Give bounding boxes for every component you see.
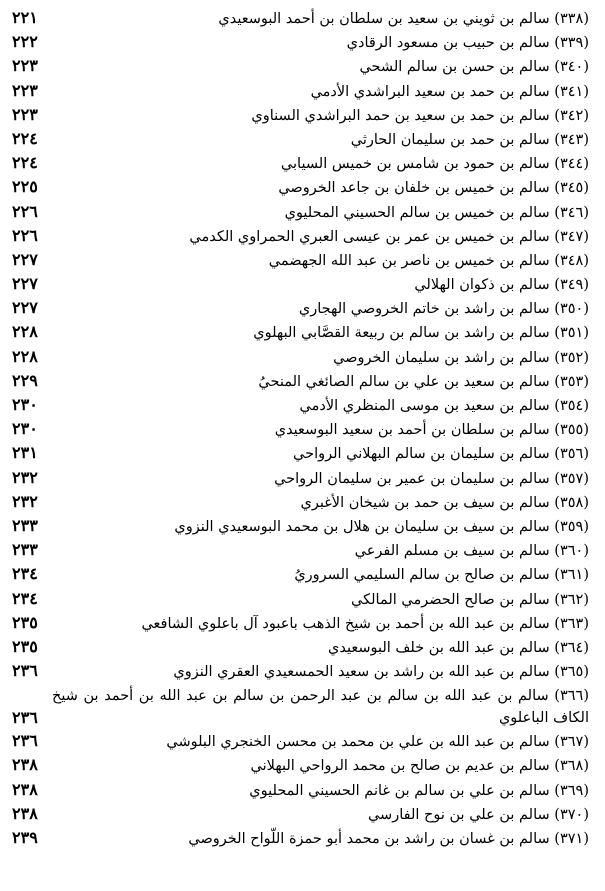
- entry-text: [52, 730, 589, 754]
- page-number: ٢٣٨: [12, 755, 38, 775]
- entry-number: (٣٤٧): [554, 228, 589, 245]
- page-number: ٢٣٦: [12, 731, 38, 751]
- entry-text: [52, 80, 589, 104]
- entry-name: سالم بن حمد بن سعيد البراشدي الأدمي: [310, 83, 550, 100]
- entry-name: سالم بن خميس بن سالم الحسيني المحليوي: [284, 204, 550, 221]
- entry-text: [52, 176, 589, 200]
- entry-number: (٣٤٨): [554, 252, 589, 269]
- entry-name: سالم بن حمد بن سليمان الحارثي: [350, 131, 550, 148]
- toc-entry: [12, 778, 589, 802]
- toc-entry: [12, 753, 589, 777]
- entry-number: (٣٤١): [554, 83, 589, 100]
- entry-name: سالم بن راشد بن سليمان الخروصي: [333, 349, 550, 366]
- entry-text: [52, 563, 589, 587]
- toc-entry: [12, 296, 589, 320]
- page-number: ٢٢٤: [12, 128, 38, 148]
- entry-name: سالم بن سليمان بن سالم البهلاني الرواحي: [293, 446, 550, 463]
- toc-entry: [12, 802, 589, 826]
- entry-number: (٣٤٣): [554, 131, 589, 148]
- entry-name: سالم بن عبد الله بن علي بن محمد بن محسن الخنجري البلوشي: [166, 734, 550, 751]
- entry-text: [52, 467, 589, 491]
- entry-name: سالم بن سيف بن حمد بن شيخان الأغبري: [300, 494, 550, 511]
- page-number: ٢٢٥: [12, 177, 38, 197]
- toc-entry: [12, 224, 589, 248]
- entry-text: [52, 827, 589, 851]
- entry-name: سالم بن خميس بن عمر بن عيسى العبري الحمراوي الكدمي: [189, 228, 550, 245]
- entry-name: سالم بن صالح الحضرمي المالكي: [351, 591, 550, 608]
- toc-entry: [12, 248, 589, 272]
- entry-name: سالم بن سعيد بن موسى المنظري الأدمي: [299, 398, 550, 414]
- entry-text: [52, 128, 589, 152]
- entry-name: سالم بن عبد الله بن خلف البوسعيدي: [328, 639, 550, 656]
- entry-number: (٣٥٩): [554, 518, 589, 535]
- entry-number: (٣٤٠): [554, 59, 589, 76]
- entry-text: [52, 273, 589, 297]
- entry-number: (٣٥٠): [554, 301, 589, 318]
- entry-number: (٣٦٩): [554, 782, 589, 799]
- page-number: ٢٢٣: [12, 56, 38, 76]
- entry-name: سالم بن سيف بن سليمان بن هلال بن محمد البوسعيدي النزوي: [174, 518, 550, 535]
- entry-text: [52, 225, 589, 249]
- entry-number: (٣٤٢): [554, 107, 589, 124]
- entry-text: [52, 636, 589, 660]
- entry-number: (٣٥٧): [554, 470, 589, 487]
- entry-text: [52, 539, 589, 563]
- entry-number: (٣٥٨): [554, 494, 589, 511]
- toc-entry: [12, 272, 589, 296]
- entry-text: [52, 7, 589, 31]
- page-number: ٢٣١: [12, 443, 38, 463]
- entry-name: سالم بن راشد بن خاتم الخروصي الهجاري: [298, 301, 550, 318]
- page-number: ٢٢١: [12, 8, 38, 27]
- entry-number: (٣٧٠): [554, 806, 589, 823]
- toc-entry: [12, 538, 589, 562]
- entry-name: سالم بن خميس بن ناصر بن عبد الله الجهضمي: [268, 252, 550, 269]
- entry-name: سالم بن صالح بن سالم السليمي السروريُ: [294, 567, 550, 584]
- toc-entry: [12, 441, 589, 465]
- entry-number: (٣٦١): [554, 567, 589, 584]
- entry-number: (٣٣٨): [554, 11, 589, 27]
- page-number: ٢٢٣: [12, 80, 38, 100]
- entry-name: سالم بن عبد الله بن سالم بن عبد الرحمن بن سالم بن عبد الله بن أحمد بن شيخ الكاف الباعلوي: [52, 688, 589, 727]
- page-number: ٢٣٥: [12, 636, 38, 656]
- page-number: ٢٣٤: [12, 564, 38, 584]
- page-number: ٢٣٣: [12, 540, 38, 560]
- entry-text: [52, 394, 589, 418]
- entry-name: سالم بن عديم بن صالح بن محمد الرواحي البهلاني: [250, 758, 550, 775]
- entry-number: (٣٥٣): [554, 373, 589, 390]
- page-number: ٢٢٨: [12, 346, 38, 366]
- entry-text: [52, 104, 589, 128]
- entry-name: سالم بن سيف بن مسلم الفرعي: [354, 543, 550, 560]
- toc-entry: [12, 369, 589, 393]
- entry-name: سالم بن حمود بن شامس بن خميس السيابي: [280, 156, 550, 173]
- entry-number: (٣٤٥): [554, 180, 589, 197]
- entry-number: (٣٥٢): [554, 349, 589, 366]
- entry-name: سالم بن خميس بن خلفان بن جاعد الخروصي: [278, 180, 550, 197]
- toc-entry: [12, 54, 589, 78]
- entry-text: [52, 249, 589, 273]
- page-number: ٢٣٦: [12, 708, 38, 728]
- entry-text: [52, 55, 589, 79]
- page-number: ٢٣٨: [12, 779, 38, 799]
- toc-entry: [12, 200, 589, 224]
- entry-name: سالم بن حبيب بن مسعود الرقادي: [346, 35, 550, 52]
- entry-number: (٣٤٩): [554, 277, 589, 294]
- entry-number: (٣٦٠): [554, 543, 589, 560]
- page-number: ٢٣٦: [12, 661, 38, 681]
- entry-name: سالم بن ذكوان الهلالي: [414, 277, 550, 294]
- page-number: ٢٢٢: [12, 32, 38, 52]
- entry-text: [52, 297, 589, 321]
- toc-entry: [12, 562, 589, 586]
- entry-number: (٣٥٥): [554, 422, 589, 439]
- page-number: ٢٢٧: [12, 298, 38, 318]
- entry-text: [52, 152, 589, 176]
- entry-number: (٣٣٩): [554, 35, 589, 52]
- entry-name: سالم بن غسان بن راشد بن محمد أبو حمزة اللَّواح الخروصي: [188, 831, 550, 847]
- entry-number: (٣٦٧): [554, 734, 589, 751]
- entry-number: (٣٦٢): [554, 591, 589, 608]
- page-number: ٢٢٤: [12, 153, 38, 173]
- entry-name: سالم بن سليمان بن عمير بن سليمان الرواحي: [274, 470, 550, 487]
- toc-entry: [12, 659, 589, 683]
- page-number: ٢٣٤: [12, 588, 38, 608]
- entry-number: (٣٦٦): [554, 688, 589, 705]
- entry-number: (٣٤٤): [554, 156, 589, 173]
- entry-text: [52, 803, 589, 827]
- page-number: ٢٣٨: [12, 803, 38, 823]
- toc-entry: [12, 826, 589, 850]
- entry-text: [52, 201, 589, 225]
- toc-entry: [12, 514, 589, 538]
- page-number: ٢٣٥: [12, 612, 38, 632]
- entry-text: [52, 685, 589, 729]
- toc-entry: [12, 151, 589, 175]
- page-number: ٢٢٣: [12, 104, 38, 124]
- entry-text: [52, 346, 589, 370]
- entry-name: سالم بن حمد بن سعيد بن حمد البراشدي السناوي: [251, 107, 550, 124]
- page-number: ٢٣٢: [12, 491, 38, 511]
- toc-entry: [12, 417, 589, 441]
- page-number: ٢٢٩: [12, 370, 38, 390]
- toc-entry: [12, 635, 589, 659]
- toc-entry: [12, 79, 589, 103]
- entry-text: [52, 754, 589, 778]
- entry-text: [52, 31, 589, 55]
- page-number: ٢٣٣: [12, 515, 38, 535]
- entry-name: سالم بن سلطان بن أحمد بن سعيد البوسعيدي: [274, 422, 550, 439]
- entry-text: [52, 418, 589, 442]
- toc-entry: [12, 490, 589, 514]
- entry-number: (٣٥١): [554, 325, 589, 342]
- entry-number: (٣٤٦): [554, 204, 589, 221]
- entry-name: سالم بن حسن بن سالم الشحي: [359, 59, 550, 76]
- entry-text: [52, 370, 589, 394]
- toc-entry: [12, 466, 589, 490]
- toc-entry: [12, 30, 589, 54]
- page-number: ٢٢٦: [12, 201, 38, 221]
- entry-text: [52, 612, 589, 636]
- page-number: ٢٢٧: [12, 249, 38, 269]
- entry-name: سالم بن علي بن نوح الفارسي: [367, 806, 550, 823]
- toc-entry: [12, 175, 589, 199]
- entry-text: [52, 660, 589, 684]
- entry-number: (٣٦٨): [554, 758, 589, 775]
- page-number: ٢٢٨: [12, 322, 38, 342]
- entry-number: (٣٦٤): [554, 639, 589, 656]
- page-number: ٢٣٠: [12, 395, 38, 414]
- toc-entry: [12, 6, 589, 30]
- entry-text: [52, 588, 589, 612]
- toc-entry: [12, 393, 589, 417]
- entry-name: سالم بن علي بن سالم بن غانم الحسيني المحليوي: [249, 782, 550, 799]
- entry-number: (٣٦٣): [554, 615, 589, 632]
- entry-text: [52, 491, 589, 515]
- page-number: ٢٣٢: [12, 467, 38, 487]
- toc-entry: [12, 729, 589, 753]
- page-number: ٢٢٦: [12, 225, 38, 245]
- entry-name: سالم بن راشد بن سالم بن ربيعة القصَّابي البهلوي: [253, 325, 550, 342]
- toc-entry: [12, 320, 589, 344]
- page-number: ٢٣٠: [12, 419, 38, 439]
- entry-number: (٣٧١): [554, 831, 589, 847]
- table-of-contents: [12, 6, 589, 850]
- entry-name: سالم بن سعيد بن علي بن سالم الصائغي المنحيُ: [258, 373, 550, 390]
- entry-number: (٣٥٦): [554, 446, 589, 463]
- entry-text: [52, 779, 589, 803]
- toc-entry: [12, 683, 589, 729]
- entry-number: (٣٦٥): [554, 664, 589, 681]
- entry-text: [52, 321, 589, 345]
- page-number: ٢٢٧: [12, 274, 38, 294]
- toc-entry: [12, 611, 589, 635]
- entry-name: سالم بن ثويني بن سعيد بن سلطان بن أحمد البوسعيدي: [218, 11, 550, 27]
- toc-entry: [12, 345, 589, 369]
- toc-entry: [12, 103, 589, 127]
- page-number: ٢٣٩: [12, 828, 38, 847]
- entry-name: سالم بن عبد الله بن أحمد بن شيخ الذهب باعبود آل باعلوي الشافعي: [141, 615, 550, 632]
- toc-entry: [12, 587, 589, 611]
- toc-entry: [12, 127, 589, 151]
- entry-text: [52, 515, 589, 539]
- entry-name: سالم بن عبد الله بن راشد بن سعيد الحمسعيدي العقري النزوي: [173, 664, 550, 681]
- entry-number: (٣٥٤): [554, 398, 589, 414]
- entry-text: [52, 442, 589, 466]
